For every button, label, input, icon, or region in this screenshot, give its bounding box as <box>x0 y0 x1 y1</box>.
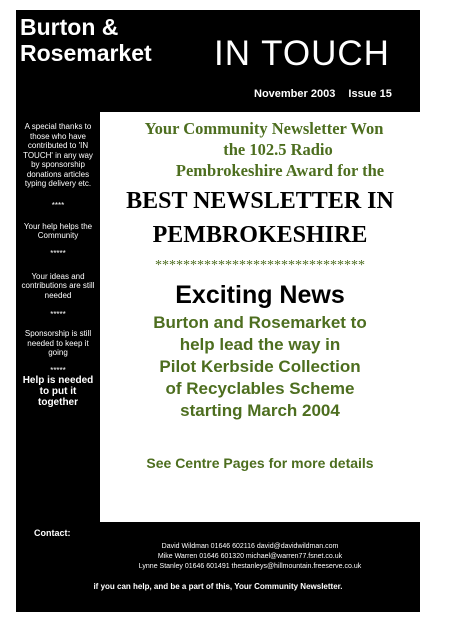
exciting-news-heading: Exciting News <box>175 281 345 309</box>
issue-date: November 2003 <box>254 88 336 100</box>
stars-divider: ****************************** <box>155 258 365 273</box>
scheme-line-3: Pilot Kerbside Collection <box>159 357 361 376</box>
sidebar-stars-2: ***** <box>50 248 66 258</box>
sidebar-sponsorship: Sponsorship is still needed to keep it going <box>24 329 92 357</box>
award-line-2: the 102.5 Radio <box>223 140 333 159</box>
place-line-2: Rosemarket <box>20 40 152 66</box>
contact-footer <box>16 522 420 612</box>
help-needed-line-1: Help is needed <box>22 374 94 386</box>
help-needed-line-2: to put it <box>39 385 77 397</box>
issue-info <box>254 88 392 100</box>
scheme-line-4: of Recyclables Scheme <box>165 379 355 398</box>
sidebar <box>16 112 100 540</box>
place-name <box>20 14 152 66</box>
contact-row: Lynne Stanley 01646 601491 thestanleys@hillmountain.freeserve.co.uk <box>138 563 362 570</box>
centre-pages-note: See Centre Pages for more details <box>146 455 374 471</box>
help-needed-line-3: together <box>38 396 78 408</box>
sidebar-thanks: A special thanks to those who have contributed to 'IN TOUCH' in any way by sponsorship donations articles typing delivery etc. <box>23 122 93 188</box>
sidebar-stars-1: **** <box>51 200 65 210</box>
best-line-2: PEMBROKESHIRE <box>152 222 368 248</box>
issue-number: Issue 15 <box>348 88 392 100</box>
best-line-1: BEST NEWSLETTER IN <box>126 188 394 214</box>
contact-row: Mike Warren 01646 601320 michael@warren77.fsnet.co.uk <box>157 553 343 560</box>
sidebar-stars-4: ***** <box>50 365 66 375</box>
scheme-line-5: starting March 2004 <box>180 401 340 420</box>
sidebar-help-helps: Your help helps the Community <box>23 221 93 240</box>
contact-tagline: if you can help, and be a part of this, Your Community Newsletter. <box>93 582 343 591</box>
sidebar-help-needed <box>16 375 100 408</box>
newsletter-title: IN TOUCH <box>214 34 390 73</box>
award-line-3: Pembrokeshire Award for the <box>175 161 385 180</box>
place-line-1: Burton & <box>20 14 119 40</box>
scheme-line-1: Burton and Rosemarket to <box>153 313 367 332</box>
sidebar-ideas: Your ideas and contributions are still needed <box>21 271 95 300</box>
recycling-scheme-text <box>100 312 420 422</box>
sidebar-stars-3: ***** <box>50 310 66 319</box>
contact-list <box>100 542 400 572</box>
award-line-1: Your Community Newsletter Won <box>144 119 384 138</box>
best-newsletter-heading <box>100 184 420 252</box>
scheme-line-2: help lead the way in <box>179 335 341 354</box>
contact-row: David Wildman 01646 602116 david@davidwildman.com <box>161 543 339 550</box>
contact-label: Contact: <box>34 528 71 538</box>
masthead <box>16 10 420 112</box>
main-column <box>100 112 420 522</box>
award-announcement <box>100 118 420 181</box>
